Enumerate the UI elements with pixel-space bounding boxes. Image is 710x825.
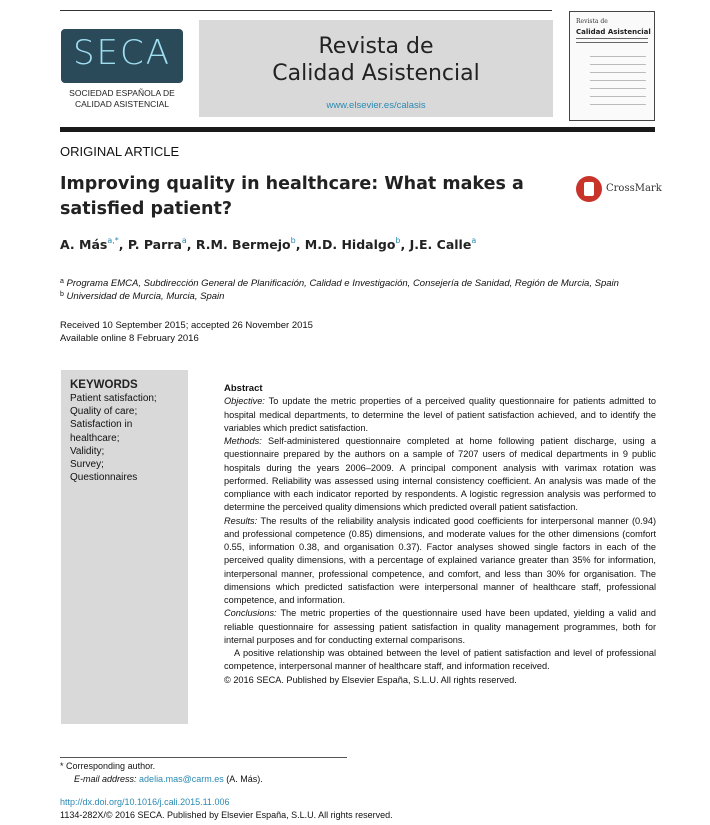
methods-label: Methods: — [224, 436, 262, 446]
abstract — [224, 382, 656, 687]
footnote-rule — [60, 757, 347, 758]
affiliation-sup: a — [60, 278, 64, 285]
author-affil-sup[interactable]: b — [290, 236, 296, 245]
email-link[interactable]: adelia.mas@carm.es — [139, 774, 224, 784]
crossmark-badge[interactable] — [576, 176, 662, 202]
crossmark-label: CrossMark — [606, 183, 662, 194]
affiliation-text: Universidad de Murcia, Murcia, Spain — [66, 291, 225, 302]
abstract-copyright: © 2016 SECA. Published by Elsevier España, S.L.U. All rights reserved. — [224, 674, 517, 685]
author-name: M.D. Hidalgo — [304, 237, 396, 252]
seca-subtitle-line1: SOCIEDAD ESPAÑOLA DE — [69, 88, 175, 98]
cover-text-line — [590, 88, 646, 89]
journal-cover-thumbnail — [569, 11, 655, 121]
cover-rule — [576, 42, 648, 43]
email-name: (A. Más). — [226, 774, 263, 784]
email-label: E-mail address: — [74, 774, 137, 784]
cover-small-title: Revista de — [576, 18, 608, 25]
results-label: Results: — [224, 515, 258, 526]
cover-title: Calidad Asistencial — [576, 28, 651, 36]
journal-banner — [199, 20, 553, 117]
available-date: Available online 8 February 2016 — [60, 333, 199, 344]
conclusions-label: Conclusions: — [224, 608, 277, 619]
article-type: ORIGINAL ARTICLE — [60, 144, 180, 159]
journal-title-line1: Revista de — [318, 34, 434, 59]
author-list: A. Más$^{a,*}$, P. Parra$^a$, R.M. Bermejo$^b$, M.D. Hidalgo$^b$, J.E. Calle$^a$ — [60, 236, 477, 252]
abstract-heading: Abstract — [224, 383, 263, 394]
cover-text-line — [590, 104, 646, 105]
seca-subtitle — [56, 88, 188, 110]
article-title: Improving quality in healthcare: What makes a satisfied patient? — [60, 174, 524, 219]
cover-text-line — [590, 80, 646, 81]
received-date: Received 10 September 2015; accepted 26 November 2015 — [60, 320, 313, 331]
author-name: A. Más — [60, 237, 108, 252]
author-affil-sup[interactable]: a — [471, 236, 477, 245]
seca-subtitle-line2: CALIDAD ASISTENCIAL — [74, 99, 169, 109]
author-name: P. Parra — [127, 237, 182, 252]
journal-url-link[interactable]: www.elsevier.es/calasis — [326, 100, 426, 111]
keyword-item: Questionnaires — [70, 472, 138, 484]
author-affil-sup[interactable]: a — [181, 236, 187, 245]
seca-logo-text: SECA — [72, 33, 172, 73]
author-affil-sup[interactable]: b — [395, 236, 401, 245]
top-rule — [60, 10, 552, 11]
keyword-item: Validity; — [70, 445, 105, 457]
abstract-methods — [224, 435, 656, 515]
conclusions-text: The metric properties of the questionnaire used have been updated, yielding a valid and reliable questionnaire for assessing patient satisfaction in quality management programmes, both for internal purposes and for conducting external comparisons. — [224, 608, 656, 645]
crossmark-icon — [576, 176, 602, 202]
author-name: J.E. Calle — [409, 237, 472, 252]
header-divider — [60, 127, 655, 132]
cover-rule — [576, 38, 648, 39]
abstract-results — [224, 515, 656, 608]
methods-text: Self-administered questionnaire completed at home following patient discharge, using a questionnaire prepared by the authors on a sample of 7207 users of medical departments in 9 public hospitals during the years 2006–2009. A principal component analysis with varimax rotation was performed. Reliability was assessed using internal consistency coefficient. An analysis was made of the compliance with each indicator reported by respondents. A logistic regression analysis was performed to determine the perceived quality dimensions which predicted overall patient satisfaction. — [224, 436, 656, 513]
affiliation-sup: b — [60, 291, 64, 298]
results-text: The results of the reliability analysis indicated good coefficients for interpersonal manner (0.94) and professional competence (0.85) dimensions, and moderate values for the other dimensions (comfort 0.55, information 0.38, and organisation 0.37). Factor analyses showed single factors in each of the perceived quality dimensions, with a percentage of explained variance greater than 35% for information, interpersonal manner, professional competence, and comfort, and less than 30% for organisation. The dimensions which predicted satisfaction were interpersonal manner of healthcare staff, professional competence, and information. — [224, 515, 657, 605]
cover-text-line — [590, 72, 646, 73]
journal-title-line2: Calidad Asistencial — [272, 61, 480, 86]
keyword-item: Satisfaction in — [70, 419, 133, 431]
doi-link[interactable]: http://dx.doi.org/10.1016/j.cali.2015.11.006 — [60, 797, 230, 807]
affiliation — [60, 291, 224, 302]
corresponding-mark: * — [60, 761, 64, 771]
cover-text-line — [590, 64, 646, 65]
keywords-panel — [61, 370, 188, 724]
affiliation — [60, 278, 619, 289]
corresponding-note — [60, 761, 155, 771]
abstract-objective — [224, 395, 656, 435]
author-affil-sup[interactable]: a,* — [107, 236, 119, 245]
seca-logo — [61, 29, 183, 83]
keyword-item: healthcare; — [70, 432, 120, 444]
email-note — [74, 774, 263, 784]
abstract-conclusions — [224, 607, 656, 647]
issn-copyright: 1134-282X/© 2016 SECA. Published by Elsevier España, S.L.U. All rights reserved. — [60, 810, 393, 820]
abstract-extra: A positive relationship was obtained between the level of patient satisfaction and level of professional competence, interpersonal manner of healthcare staff, and information received. — [224, 648, 656, 672]
keyword-item: Survey; — [70, 459, 104, 471]
keyword-item: Patient satisfaction; — [70, 393, 157, 404]
cover-text-line — [590, 96, 646, 97]
author-name: R.M. Bermejo — [195, 237, 291, 252]
affiliation-text: Programa EMCA, Subdirección General de Planificación, Calidad e Investigación, Consejería de Sanidad, Región de Murcia, Spain — [66, 278, 619, 289]
objective-label: Objective: — [224, 396, 265, 407]
keyword-item: Quality of care; — [70, 406, 138, 418]
cover-text-line — [590, 56, 646, 57]
corresponding-text: Corresponding author. — [66, 761, 156, 771]
objective-text: To update the metric properties of a perceived quality questionnaire for patients admitted to hospital medical departments, to determine the level of patient satisfaction achieved, and to identify the variables which predict satisfaction. — [224, 396, 656, 433]
keywords-heading: KEYWORDS — [70, 379, 138, 391]
